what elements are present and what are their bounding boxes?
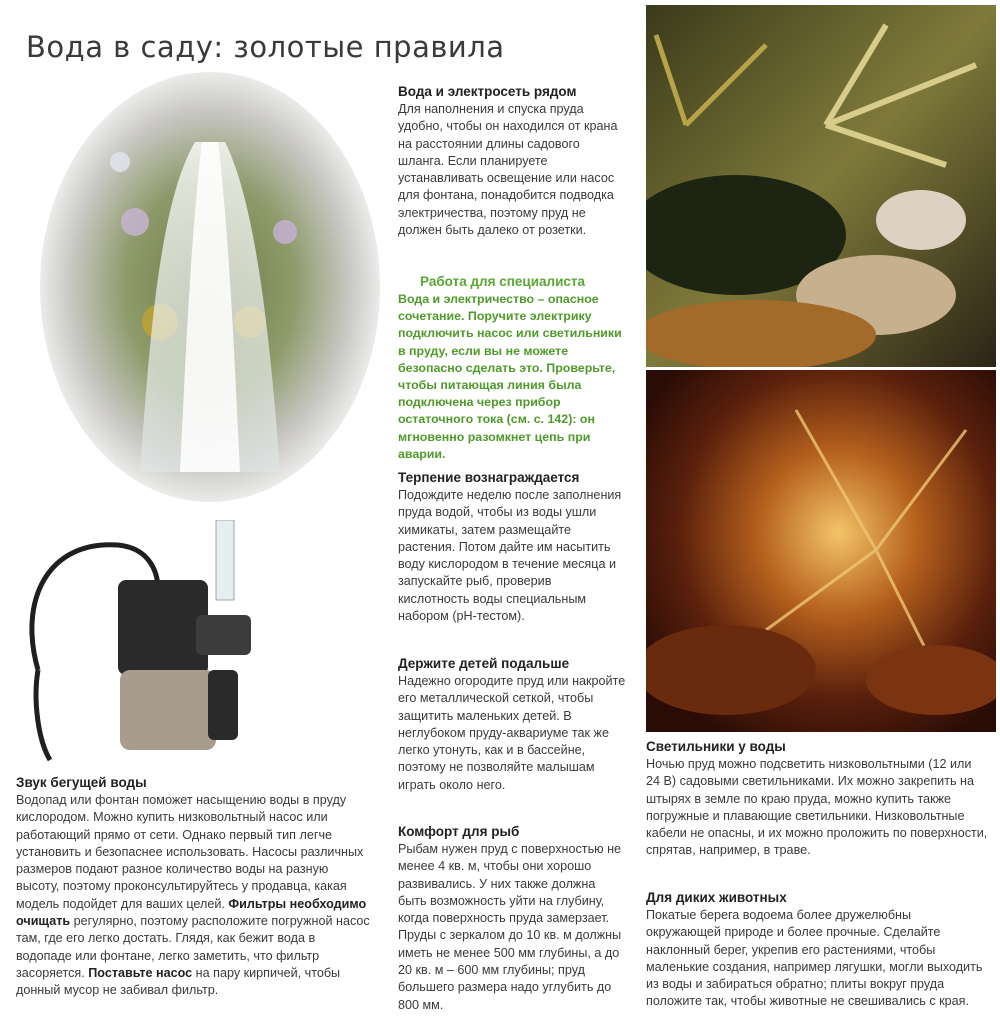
section-patience <box>398 470 626 625</box>
pump-bold: Поставьте насос <box>88 965 193 980</box>
section-fish <box>398 824 626 1014</box>
sound-text-3: на пару кирпичей, чтобы донный мусор не забивал фильтр. <box>16 965 341 998</box>
section-children <box>398 656 626 794</box>
section-heading: Комфорт для рыб <box>398 824 520 839</box>
section-text: Надежно огородите пруд или накройте его металлической сеткой, чтобы защитить маленьких детей. В неглубоком пруду-аквариуме так же легко утонуть, как и в бассейне, поэтому не позволяйте малышам играть около него. <box>398 674 626 792</box>
section-text: Рыбам нужен пруд с поверхностью не менее 4 кв. м, чтобы они хорошо развивались. У них также должна быть возможность уйти на глубину, когда поверхность пруда замерзает. Пруды с зеркалом до 10 кв. м должны иметь не менее 500 мм глубины, а до 20 кв. м – 600 мм глубины; пруд большего размера надо углубить до 800 мм. <box>398 842 622 1012</box>
section-heading: Работа для специалиста <box>420 274 586 289</box>
section-heading: Звук бегущей воды <box>16 775 147 790</box>
pond-plants-photo <box>646 5 996 367</box>
filters-bold: Фильтры необходимо очищать <box>16 896 367 929</box>
section-heading: Светильники у воды <box>646 739 786 754</box>
section-heading: Терпение вознаграждается <box>398 470 580 485</box>
section-text: Ночью пруд можно подсветить низковольтными (12 или 24 В) садовыми светильниками. Их можно закрепить на штырях в земле по краю пруда, можно купить также погружные и плавающие светильники. Низковольтные кабели не опасны, и их можно проложить по поверхности, спрятав, например, в траве. <box>646 757 988 858</box>
night-lights-photo <box>646 370 996 732</box>
pump-photo <box>8 520 258 765</box>
page-title: Вода в саду: золотые правила <box>26 30 505 64</box>
section-lights <box>646 739 988 860</box>
section-electricity <box>398 84 626 239</box>
section-text: Вода и электричество – опасное сочетание. Поручите электрику подключить насос или светильники в пруду, если вы не можете безопасно сделать это. Проверьте, чтобы питающая линия была подключена через прибор остаточного тока (см. с. 142): он мгновенно разомкнет цепь при аварии. <box>398 292 622 461</box>
section-heading: Держите детей подальше <box>398 656 570 671</box>
section-text: Подождите неделю после заполнения пруда водой, чтобы из воды ушли химикаты, затем размещайте растения. Потом дайте им насытить воду кислородом в течение месяца и запускайте рыб, проверив кислотность воды специальным набором (pH-тестом). <box>398 488 622 624</box>
section-heading: Для диких животных <box>646 890 787 905</box>
section-sound <box>16 775 374 1000</box>
section-wildlife <box>646 890 988 1011</box>
section-text: Для наполнения и спуска пруда удобно, чтобы он находился от крана на расстоянии длины садового шланга. Если планируете устанавливать освещение или насос для фонтана, понадобится подводка электричества, поэтому пруд не должен быть далеко от розетки. <box>398 102 618 238</box>
section-text <box>16 792 374 1000</box>
section-specialist <box>398 274 626 463</box>
sound-text: Водопад или фонтан поможет насыщению воды в пруду кислородом. Можно купить низковольтный насос или работающий прямо от сети. Однако первый тип легче установить и безопаснее использовать. Насосы различных размеров подают разное количество воды на разную высоту, поэтому проконсультируйтесь у продавца, какая модель подойдет для ваших целей. <box>16 793 364 911</box>
section-text: Покатые берега водоема более дружелюбны окружающей природе и более прочные. Сделайте наклонный берег, укрепив его растениями, чтобы маленькие создания, например лягушки, могли выходить из воды и забираться обратно; плиты вокруг пруда положите так, чтобы животные не свешивались с края. <box>646 908 983 1009</box>
fountain-photo <box>40 72 380 502</box>
sound-text-2: регулярно, поэтому расположите погружной насос там, где его легко достать. Глядя, как бежит вода в водопаде или фонтане, легко заметить, что фильтр засоряется. <box>16 914 370 980</box>
section-heading: Вода и электросеть рядом <box>398 84 577 99</box>
